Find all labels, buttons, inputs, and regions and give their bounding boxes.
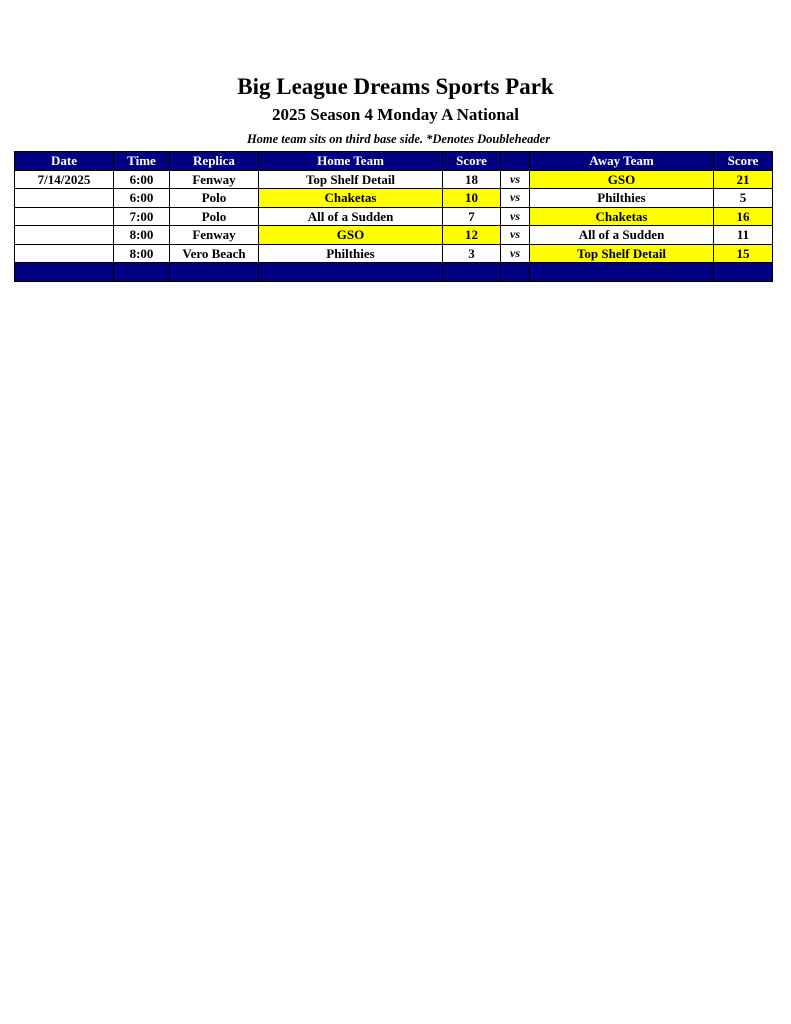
vs-cell: vs: [501, 207, 530, 226]
time-cell: 8:00: [114, 226, 170, 245]
column-header-vs: [501, 152, 530, 171]
away-score-cell: 5: [714, 189, 773, 208]
footer-cell: [170, 263, 259, 282]
time-cell: 6:00: [114, 170, 170, 189]
footer-cell: [714, 263, 773, 282]
date-cell: [15, 226, 114, 245]
away-score-cell: 15: [714, 244, 773, 263]
home-team-cell: Philthies: [259, 244, 443, 263]
column-header-away-score: Score: [714, 152, 773, 171]
season-subtitle: 2025 Season 4 Monday A National: [271, 105, 519, 124]
replica-cell: Polo: [170, 189, 259, 208]
away-score-cell: 11: [714, 226, 773, 245]
away-team-cell: Top Shelf Detail: [530, 244, 714, 263]
footer-cell: [501, 263, 530, 282]
time-cell: 6:00: [114, 189, 170, 208]
date-cell: [15, 244, 114, 263]
home-score-cell: 18: [443, 170, 501, 189]
date-cell: [15, 207, 114, 226]
time-cell: 8:00: [114, 244, 170, 263]
date-cell: [15, 189, 114, 208]
footer-cell: [15, 263, 114, 282]
table-header-row: [15, 152, 773, 171]
table-row: [15, 244, 773, 263]
footer-cell: [259, 263, 443, 282]
footer-cell: [443, 263, 501, 282]
vs-cell: vs: [501, 244, 530, 263]
away-team-cell: All of a Sudden: [530, 226, 714, 245]
away-score-cell: 21: [714, 170, 773, 189]
home-team-cell: Chaketas: [259, 189, 443, 208]
replica-cell: Fenway: [170, 170, 259, 189]
table-row: [15, 207, 773, 226]
home-team-cell: GSO: [259, 226, 443, 245]
home-score-cell: 7: [443, 207, 501, 226]
home-team-cell: Top Shelf Detail: [259, 170, 443, 189]
home-team-note: Home team sits on third base side. *Denotes Doubleheader: [246, 132, 551, 146]
home-team-cell: All of a Sudden: [259, 207, 443, 226]
column-header-time: Time: [114, 152, 170, 171]
replica-cell: Fenway: [170, 226, 259, 245]
page-title: Big League Dreams Sports Park: [237, 74, 554, 99]
replica-cell: Vero Beach: [170, 244, 259, 263]
table-row: [15, 189, 773, 208]
footer-cell: [530, 263, 714, 282]
date-cell: 7/14/2025: [15, 170, 114, 189]
replica-cell: Polo: [170, 207, 259, 226]
away-team-cell: GSO: [530, 170, 714, 189]
column-header-replica: Replica: [170, 152, 259, 171]
time-cell: 7:00: [114, 207, 170, 226]
away-team-cell: Philthies: [530, 189, 714, 208]
home-score-cell: 3: [443, 244, 501, 263]
table-row: [15, 226, 773, 245]
home-score-cell: 10: [443, 189, 501, 208]
table-row: [15, 170, 773, 189]
column-header-date: Date: [15, 152, 114, 171]
away-score-cell: 16: [714, 207, 773, 226]
vs-cell: vs: [501, 226, 530, 245]
schedule-table: [14, 151, 773, 282]
away-team-cell: Chaketas: [530, 207, 714, 226]
column-header-home-score: Score: [443, 152, 501, 171]
vs-cell: vs: [501, 170, 530, 189]
vs-cell: vs: [501, 189, 530, 208]
footer-cell: [114, 263, 170, 282]
home-score-cell: 12: [443, 226, 501, 245]
table-footer-band: [15, 263, 773, 282]
column-header-away-team: Away Team: [530, 152, 714, 171]
column-header-home-team: Home Team: [259, 152, 443, 171]
